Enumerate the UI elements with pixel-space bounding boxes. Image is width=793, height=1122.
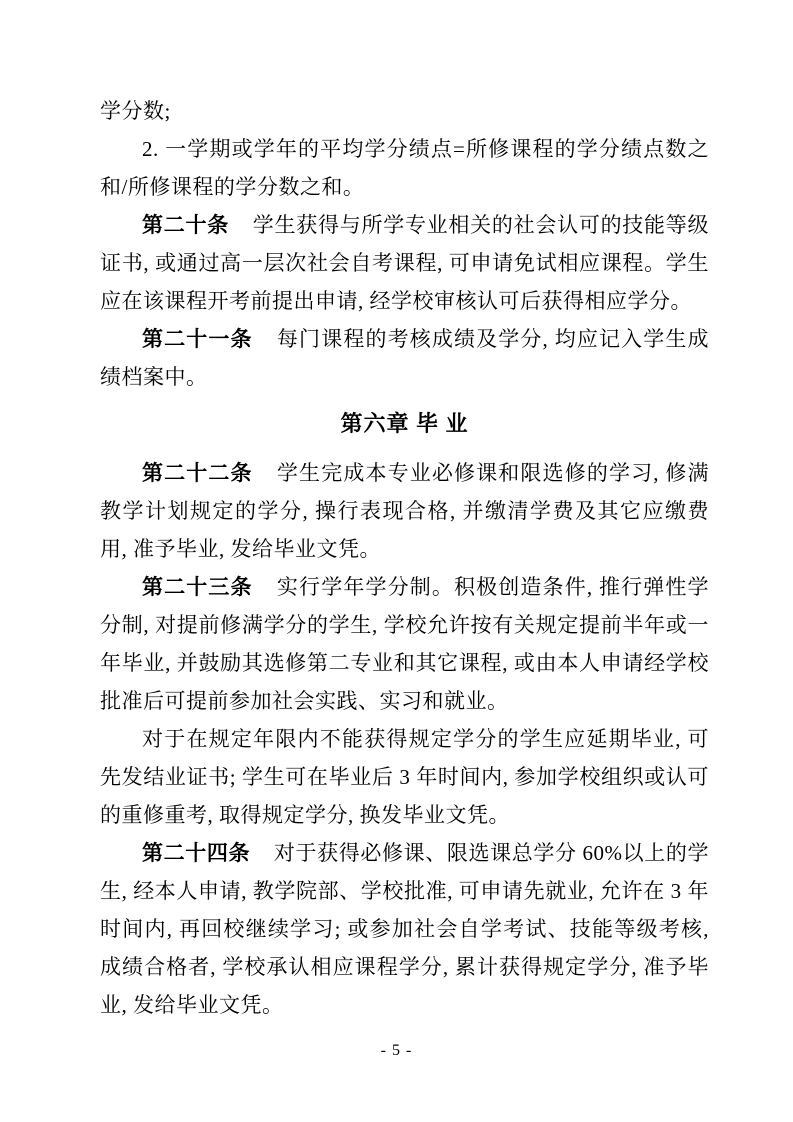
paragraph-article-22	[100, 454, 709, 568]
paragraph-text: 每门课程的考核成绩及学分, 均应记入学生成绩档案中。	[100, 327, 710, 389]
paragraph-text: 2. 一学期或学年的平均学分绩点=所修课程的学分绩点数之和/所修课程的学分数之和。	[100, 137, 709, 199]
paragraph-article-20	[100, 206, 709, 320]
paragraph-text: 学生完成本专业必修课和限选修的学习, 修满教学计划规定的学分, 操行表现合格, 并缴清学费及其它应缴费用, 准予毕业, 发给毕业文凭。	[100, 461, 710, 561]
article-number: 第二十一条	[142, 327, 253, 351]
paragraph-text: 对于获得必修课、限选课总学分 60%以上的学生, 经本人申请, 教学院部、学校批准, 可申请先就业, 允许在 3 年时间内, 再回校继续学习; 或参加社会自学考试、技能等级考核, 成绩合格者, 学校承认相应课程学分, 累计获得规定学分, 准予毕业, 发给毕业文凭。	[100, 841, 710, 1017]
paragraph-text: 学分数;	[100, 99, 171, 123]
paragraph-gpa-formula	[100, 130, 709, 206]
paragraph-article-23	[100, 568, 709, 720]
article-number: 第二十四条	[142, 841, 251, 865]
article-number: 第二十三条	[142, 575, 253, 599]
page-footer	[0, 1042, 793, 1060]
paragraph-article-21	[100, 320, 709, 396]
paragraph-delayed-graduation	[100, 720, 709, 834]
paragraph-continuation	[100, 92, 709, 130]
paragraph-text: 实行学年学分制。积极创造条件, 推行弹性学分制, 对提前修满学分的学生, 学校允许按有关规定提前半年或一年毕业, 并鼓励其选修第二专业和其它课程, 或由本人申请经学校批准后可提前参加社会实践、实习和就业。	[100, 575, 710, 713]
article-number: 第二十二条	[142, 461, 253, 485]
article-number: 第二十条	[142, 213, 229, 237]
paragraph-article-24	[100, 834, 709, 1024]
paragraph-text: 学生获得与所学专业相关的社会认可的技能等级证书, 或通过高一层次社会自考课程, 可申请免试相应课程。学生应在该课程开考前提出申请, 经学校审核认可后获得相应学分。	[100, 213, 710, 313]
document-body	[100, 92, 709, 1024]
paragraph-text: 对于在规定年限内不能获得规定学分的学生应延期毕业, 可先发结业证书; 学生可在毕业后 3 年时间内, 参加学校组织或认可的重修重考, 取得规定学分, 换发毕业文凭。	[100, 727, 709, 827]
page-number: - 5 -	[380, 1042, 413, 1059]
chapter-heading: 第六章 毕 业	[340, 411, 469, 436]
